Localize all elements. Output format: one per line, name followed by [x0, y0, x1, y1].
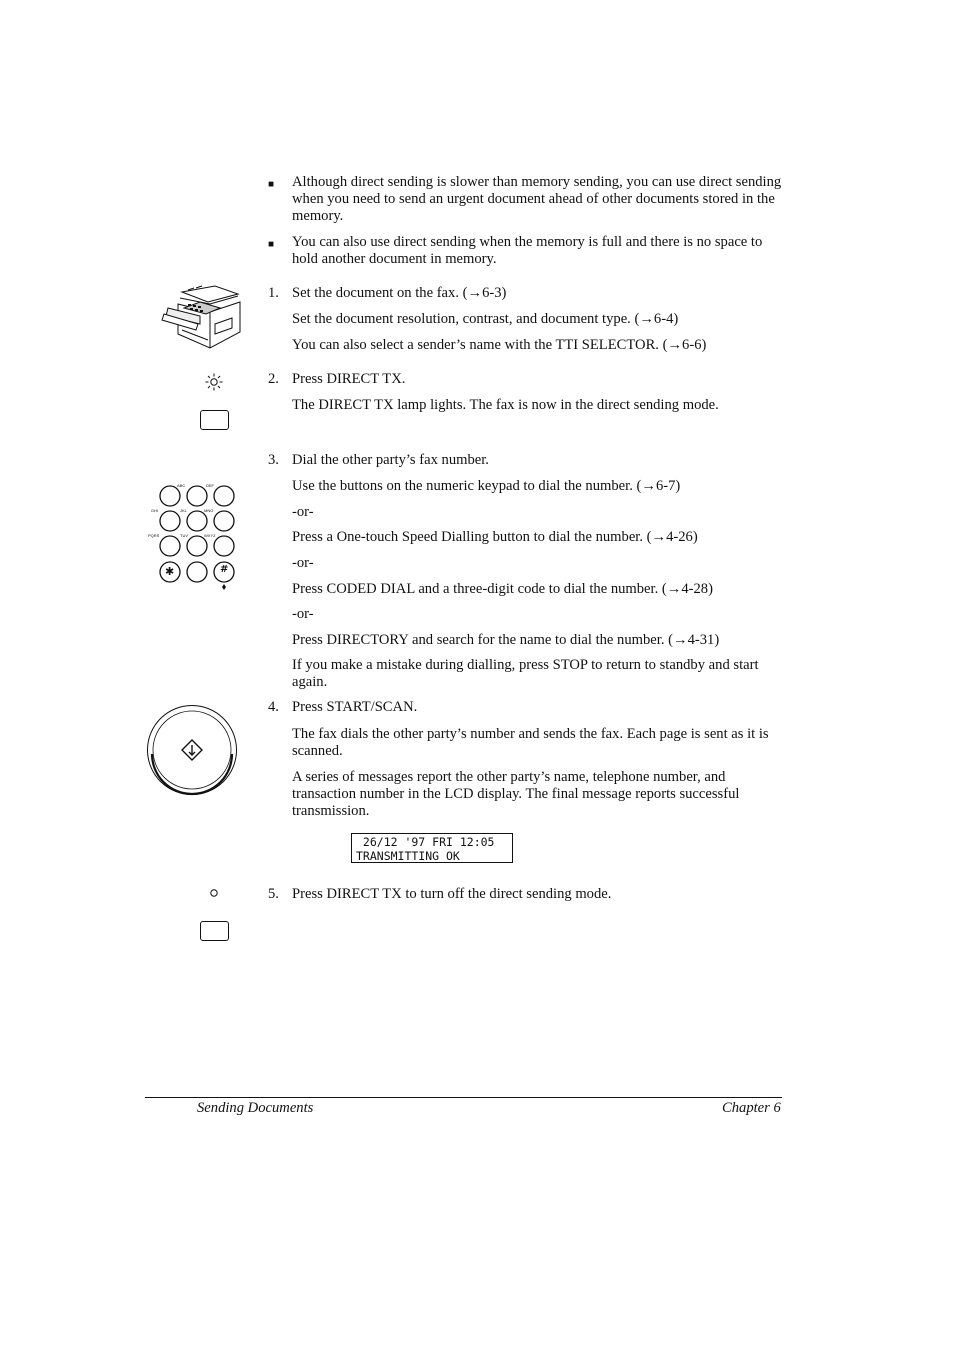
or-separator: -or-	[292, 606, 314, 622]
keypad-label-def: DEF	[206, 483, 214, 488]
lcd-display	[351, 833, 513, 863]
direct-tx-button-icon	[200, 921, 229, 941]
bullet-marker: ■	[268, 179, 275, 190]
lamp-off-icon	[209, 888, 219, 898]
step-3-text: Press a One-touch Speed Dialling button to dial the number. (→4-26)	[292, 529, 698, 545]
keypad-label-mno: MNO	[204, 508, 214, 513]
bullet-text-1: Although direct sending is slower than memory sending, you can use direct sending when you need to send an urgent document ahead of other documents stored in the memory.	[292, 174, 782, 224]
bullet-text-2: You can also use direct sending when the memory is full and there is no space to hold another document in memory.	[292, 234, 763, 267]
footer-rule	[145, 1097, 782, 1098]
start-scan-button-icon	[146, 704, 238, 796]
step-1-text: Set the document resolution, contrast, and document type. (→6-4)	[292, 311, 679, 327]
or-separator: -or-	[292, 504, 314, 520]
step-5-title: Press DIRECT TX to turn off the direct sending mode.	[292, 886, 612, 902]
step-number: 1.	[268, 285, 279, 301]
step-4-text: The fax dials the other party’s number and sends the fax. Each page is sent as it is scanned.	[292, 726, 769, 759]
keypad-label-abc: ABC	[177, 483, 186, 488]
step-4-title: Press START/SCAN.	[292, 699, 418, 715]
keypad-label-jkl: JKL	[180, 508, 187, 513]
step-3-title: Dial the other party’s fax number.	[292, 452, 489, 468]
step-4-text: A series of messages report the other party’s name, telephone number, and transaction number in the LCD display. The final message reports successful transmission.	[292, 769, 740, 819]
step-3-text: Press DIRECTORY and search for the name to dial the number. (→4-31)	[292, 632, 720, 648]
lcd-line-1: 26/12 '97 FRI 12:05	[356, 835, 495, 849]
step-3-text: Use the buttons on the numeric keypad to dial the number. (→6-7)	[292, 478, 681, 494]
step-2-title: Press DIRECT TX.	[292, 371, 406, 387]
step-1-title: Set the document on the fax. (→6-3)	[292, 285, 507, 301]
step-3-text: Press CODED DIAL and a three-digit code to dial the number. (→4-28)	[292, 581, 713, 597]
step-1-text: You can also select a sender’s name with the TTI SELECTOR. (→6-6)	[292, 337, 707, 353]
keypad-hash-key: #	[220, 564, 229, 575]
keypad-label-ghi: GHI	[151, 508, 159, 513]
keypad-label-wxyz: WXYZ	[204, 533, 216, 538]
direct-tx-button-icon	[200, 410, 229, 430]
fax-machine-icon	[160, 284, 245, 354]
step-number: 3.	[268, 452, 279, 468]
footer-section-title: Sending Documents	[197, 1100, 314, 1116]
step-3-text: If you make a mistake during dialling, press STOP to return to standby and start again.	[292, 657, 759, 690]
step-number: 2.	[268, 371, 279, 387]
or-separator: -or-	[292, 555, 314, 571]
step-number: 5.	[268, 886, 279, 902]
bullet-marker: ■	[268, 239, 275, 250]
keypad-label-pqrs: PQRS	[148, 533, 160, 538]
numeric-keypad-icon	[140, 480, 240, 590]
keypad-label-tuv: TUV	[180, 533, 188, 538]
step-number: 4.	[268, 699, 279, 715]
lcd-line-2: TRANSMITTING OK	[356, 849, 460, 863]
keypad-star-key: ✱	[165, 565, 175, 578]
step-2-text: The DIRECT TX lamp lights. The fax is now in the direct sending mode.	[292, 397, 719, 413]
footer-chapter: Chapter 6	[722, 1100, 781, 1116]
lamp-lit-icon	[205, 373, 223, 391]
